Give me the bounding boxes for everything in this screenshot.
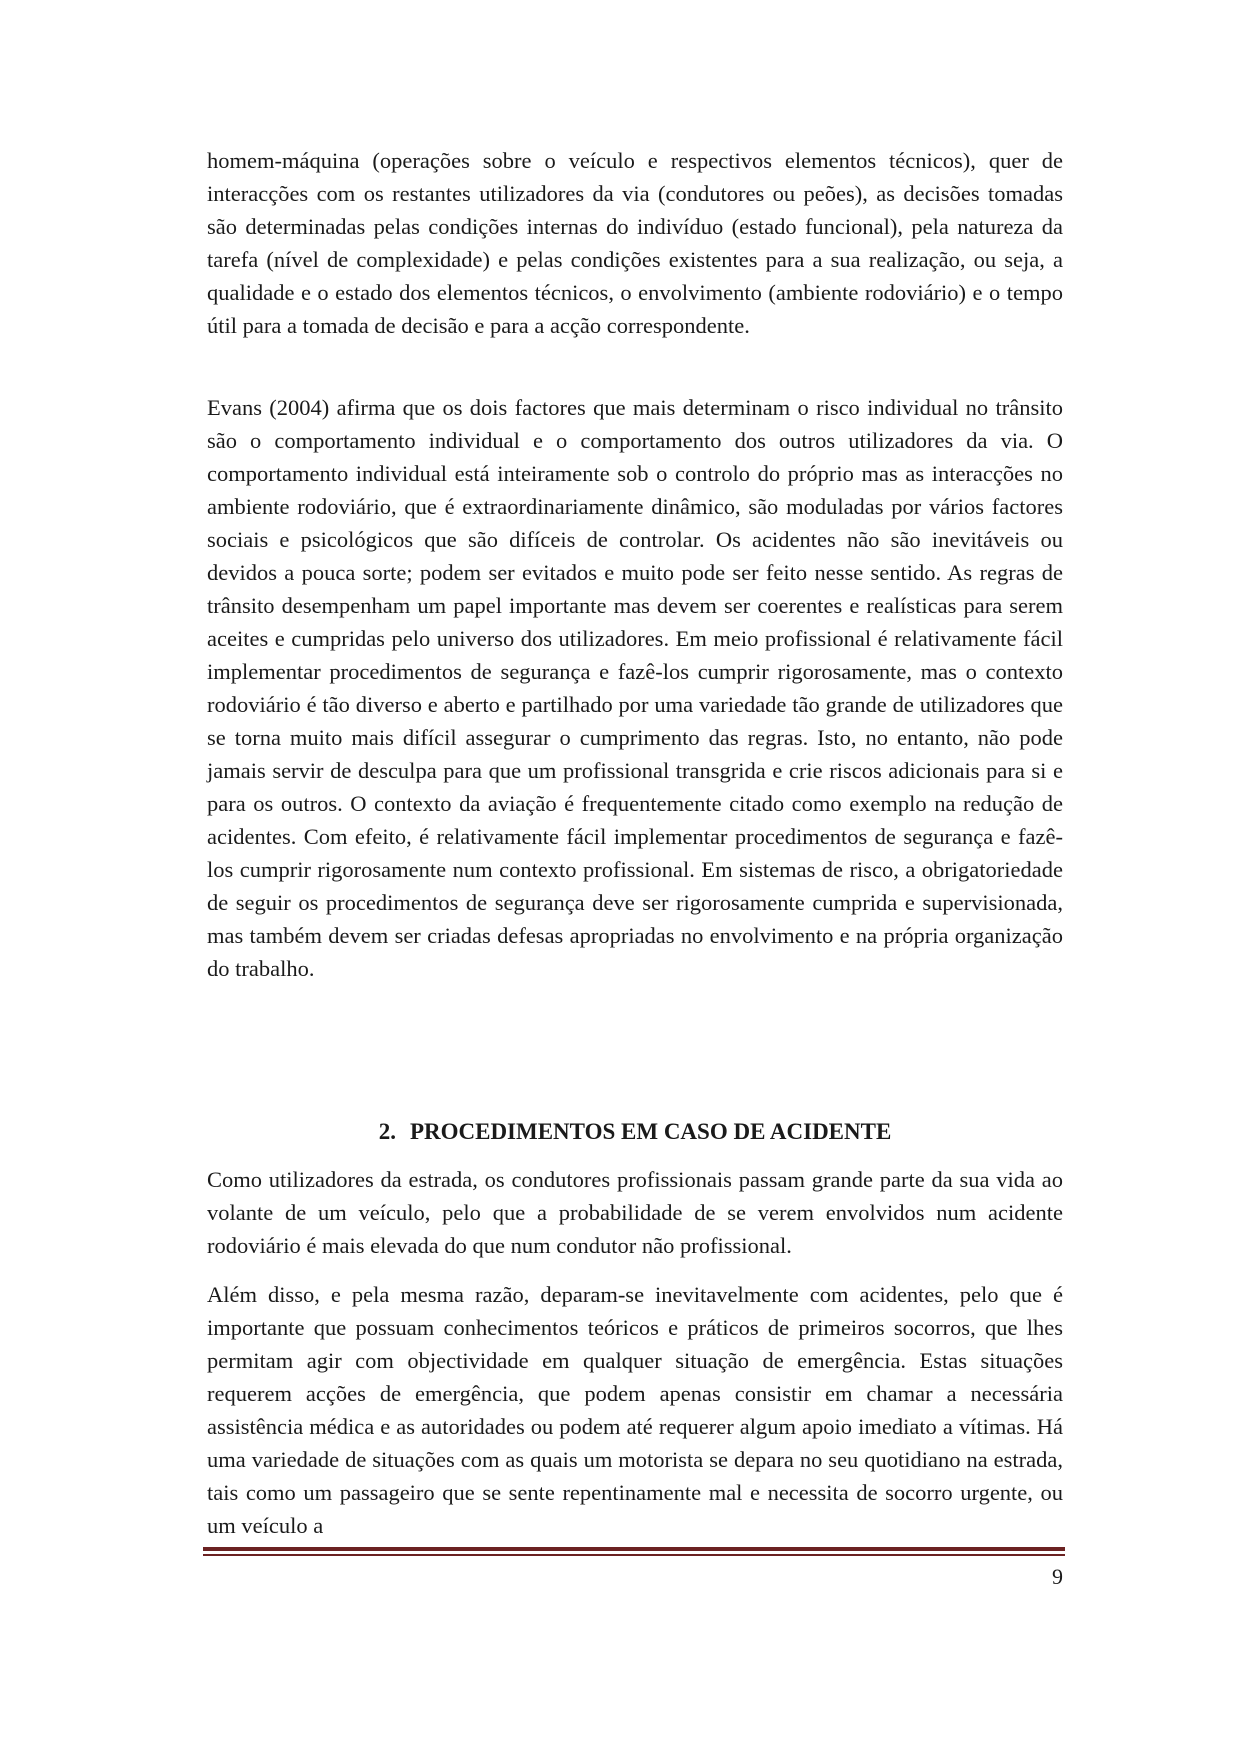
paragraph-continuation: homem-máquina (operações sobre o veículo e respectivos elementos técnicos), quer de interacções com os restantes utilizadores da via (condutores ou peões), as decisões tomadas são determinadas pelas condições internas do indivíduo (estado funcional), pela natureza da tarefa (nível de complexidade) e pelas condições existentes para a sua realização, ou seja, a qualidade e o estado dos elementos técnicos, o envolvimento (ambiente rodoviário) e o tempo útil para a tomada de decisão e para a acção correspondente.	[207, 148, 1063, 338]
section-heading	[207, 1115, 1063, 1148]
paragraph-drivers: Como utilizadores da estrada, os condutores profissionais passam grande parte da sua vida ao volante de um veículo, pelo que a probabilidade de se verem envolvidos num acidente rodoviário é mais elevada do que num condutor não profissional.	[207, 1167, 1063, 1258]
footer-rule-thin	[203, 1554, 1065, 1556]
section-title: PROCEDIMENTOS EM CASO DE ACIDENTE	[409, 1119, 892, 1144]
section-number: 2.	[378, 1119, 396, 1144]
paragraph-evans: Evans (2004) afirma que os dois factores que mais determinam o risco individual no trânsito são o comportamento individual e o comportamento dos outros utilizadores da via. O comportamento individual está inteiramente sob o controlo do próprio mas as interacções no ambiente rodoviário, que é extraordinariamente dinâmico, são moduladas por vários factores sociais e psicológicos que são difíceis de controlar. Os acidentes não são inevitáveis ou devidos a pouca sorte; podem ser evitados e muito pode ser feito nesse sentido. As regras de trânsito desempenham um papel importante mas devem ser coerentes e realísticas para serem aceites e cumpridas pelo universo dos utilizadores. Em meio profissional é relativamente fácil implementar procedimentos de segurança e fazê-los cumprir rigorosamente, mas o contexto rodoviário é tão diverso e aberto e partilhado por uma variedade tão grande de utilizadores que se torna muito mais difícil assegurar o cumprimento das regras. Isto, no entanto, não pode jamais servir de desculpa para que um profissional transgrida e crie riscos adicionais para si e para os outros. O contexto da aviação é frequentemente citado como exemplo na redução de acidentes. Com efeito, é relativamente fácil implementar procedimentos de segurança e fazê-los cumprir rigorosamente num contexto profissional. Em sistemas de risco, a obrigatoriedade de seguir os procedimentos de segurança deve ser rigorosamente cumprida e supervisionada, mas também devem ser criadas defesas apropriadas no envolvimento e na própria organização do trabalho.	[207, 395, 1063, 981]
footer-rule-thick	[203, 1547, 1065, 1551]
paragraph-first-aid: Além disso, e pela mesma razão, deparam-se inevitavelmente com acidentes, pelo que é importante que possuam conhecimentos teóricos e práticos de primeiros socorros, que lhes permitam agir com objectividade em qualquer situação de emergência. Estas situações requerem acções de emergência, que podem apenas consistir em chamar a necessária assistência médica e as autoridades ou podem até requerer algum apoio imediato a vítimas. Há uma variedade de situações com as quais um motorista se depara no seu quotidiano na estrada, tais como um passageiro que se sente repentinamente mal e necessita de socorro urgente, ou um veículo a	[207, 1282, 1063, 1538]
page-number: 9	[1052, 1564, 1063, 1589]
